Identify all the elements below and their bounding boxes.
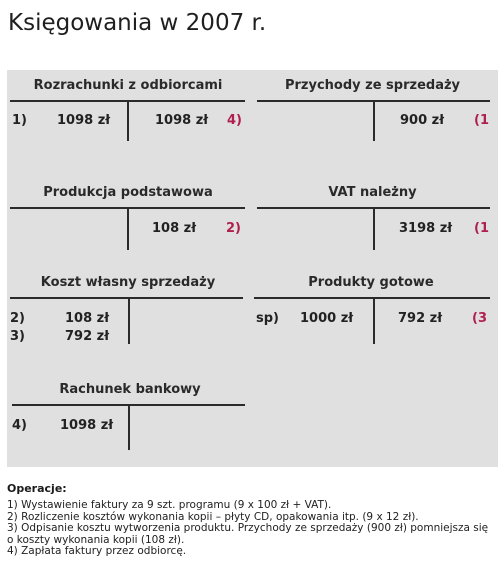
operation-item: 2) Rozliczenie kosztów wykonania kopii – płyty CD, opakowania itp. (9 x 12 zł). (7, 510, 419, 523)
entry-ref: (1 (474, 113, 489, 128)
entry-ref: 4) (227, 113, 242, 128)
t-account-rule (10, 297, 243, 299)
operation-item: 1) Wystawienie faktury za 9 szt. programu (9 x 100 zł + VAT). (7, 499, 332, 511)
t-accounts-panel (7, 70, 498, 467)
entry-ref: 4) (12, 418, 27, 433)
t-account-divider (373, 207, 375, 250)
operation-item: 3) Odpisanie kosztu wytworzenia produktu. Przychody ze sprzedaży (900 zł) pomniejsza się o koszty wykonania kopii (108 zł). (7, 522, 489, 546)
account-title-produkty: Produkty gotowe (308, 275, 434, 290)
entry-ref: 2) (10, 311, 25, 326)
operation-item: 4) Zapłata faktury przez odbiorcę. (7, 545, 187, 557)
entry-amount: 108 zł (65, 311, 110, 326)
t-account-rule (254, 297, 490, 299)
entry-amount: 792 zł (65, 329, 110, 344)
entry-amount: 3198 zł (399, 221, 453, 236)
entry-amount: 1098 zł (57, 113, 111, 128)
entry-ref: 2) (226, 221, 241, 236)
entry-amount: 1098 zł (60, 418, 114, 433)
account-title-koszt: Koszt własny sprzedaży (40, 275, 216, 290)
account-title-produkcja: Produkcja podstawowa (43, 185, 213, 200)
entry-ref: 3) (10, 329, 25, 344)
entry-amount: 1098 zł (155, 113, 209, 128)
t-account-divider (128, 404, 130, 450)
t-account-divider (127, 207, 129, 250)
entry-amount: 108 zł (152, 221, 197, 236)
operations-heading: Operacje: (7, 482, 67, 495)
entry-ref: 1) (12, 113, 27, 128)
account-title-bank: Rachunek bankowy (59, 382, 201, 397)
entry-ref: (3 (472, 311, 487, 326)
entry-amount: 1000 zł (300, 311, 354, 326)
entry-ref: sp) (256, 311, 279, 326)
t-account-divider (127, 100, 129, 141)
t-account-divider (373, 100, 375, 141)
account-title-vat: VAT należny (328, 185, 417, 200)
t-account-divider (373, 297, 375, 344)
t-account-divider (128, 297, 130, 344)
page-title: Księgowania w 2007 r. (8, 10, 267, 36)
entry-amount: 792 zł (398, 311, 443, 326)
account-title-rozrachunki: Rozrachunki z odbiorcami (33, 78, 223, 93)
entry-amount: 900 zł (400, 113, 445, 128)
account-title-przychody: Przychody ze sprzedaży (284, 78, 461, 93)
entry-ref: (1 (474, 221, 489, 236)
operations-list (7, 500, 493, 558)
